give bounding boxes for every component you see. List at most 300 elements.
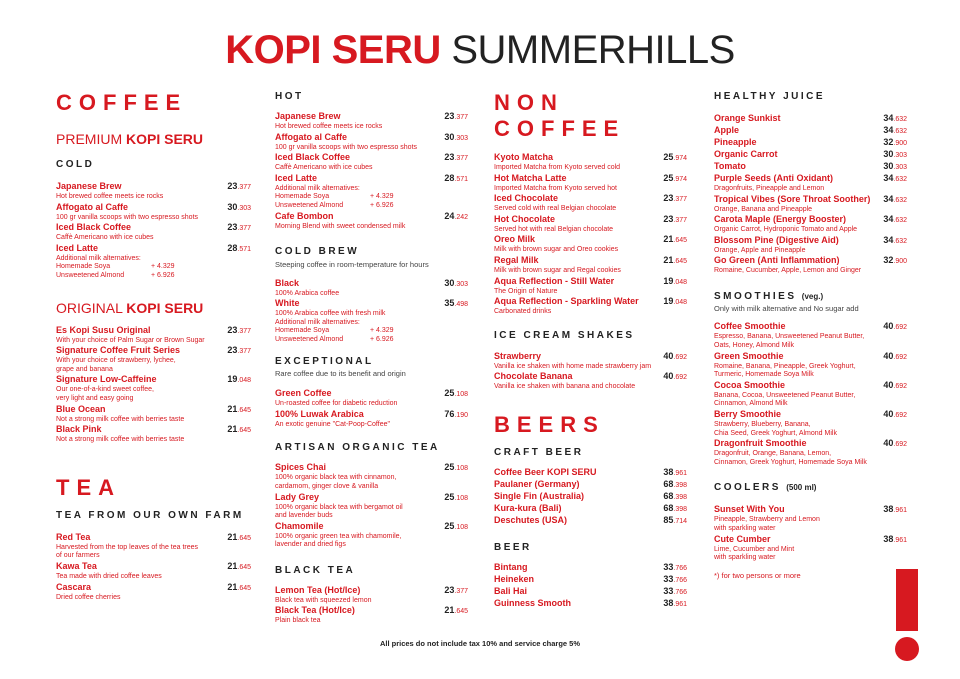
price-main: 28 bbox=[227, 242, 238, 253]
item-price bbox=[227, 243, 251, 255]
variant-name: Unsweetened Almond bbox=[56, 271, 125, 279]
item-price bbox=[883, 161, 907, 173]
craft-beer-list bbox=[494, 467, 687, 527]
menu-item-row bbox=[714, 235, 907, 247]
item-description: grape and banana bbox=[56, 365, 113, 373]
item-description: Imported Matcha from Kyoto served cold bbox=[494, 164, 621, 171]
item-description: The Origin of Nature bbox=[494, 287, 558, 295]
exceptional-label: EXCEPTIONAL bbox=[275, 355, 374, 367]
item-description: with sparkling water bbox=[714, 525, 776, 532]
menu-item-row bbox=[714, 438, 907, 450]
menu-item bbox=[494, 491, 687, 503]
price-fraction: .645 bbox=[237, 563, 251, 571]
column-coffee-tea bbox=[56, 90, 251, 602]
menu-item-row bbox=[494, 371, 687, 383]
variant-price: + 6.926 bbox=[151, 271, 175, 279]
menu-item-row bbox=[56, 345, 251, 357]
item-name: Tomato bbox=[714, 161, 746, 171]
hot-items-list bbox=[275, 111, 468, 231]
price-main: 24 bbox=[444, 210, 455, 221]
price-fraction: .632 bbox=[893, 176, 907, 183]
item-name: Black Tea (Hot/Ice) bbox=[275, 605, 355, 616]
item-name: Affogato al Caffe bbox=[275, 131, 347, 142]
column-non-coffee-beers bbox=[494, 90, 687, 610]
price-fraction: .961 bbox=[893, 536, 907, 544]
exclamation-dot-icon bbox=[895, 637, 919, 661]
price-fraction: .048 bbox=[673, 278, 687, 286]
item-name: Japanese Brew bbox=[275, 111, 341, 121]
item-name: Affogato al Caffe bbox=[56, 201, 128, 212]
item-description: Romaine, Cucumber, Apple, Lemon and Ginger bbox=[714, 267, 862, 275]
milk-variant bbox=[275, 202, 468, 211]
location-name: SUMMERHILLS bbox=[451, 28, 735, 72]
item-price bbox=[663, 276, 687, 288]
item-price bbox=[663, 598, 687, 610]
healthy-juice-list bbox=[714, 113, 907, 276]
hot-label: HOT bbox=[275, 91, 304, 102]
menu-item bbox=[714, 255, 907, 276]
item-price bbox=[883, 149, 907, 161]
coolers-list bbox=[714, 504, 907, 562]
item-price bbox=[883, 255, 907, 267]
item-name: Paulaner (Germany) bbox=[494, 478, 580, 489]
item-price bbox=[444, 152, 468, 164]
menu-item bbox=[494, 173, 687, 194]
item-name: Single Fin (Australia) bbox=[494, 490, 585, 501]
price-main: 19 bbox=[227, 374, 238, 385]
menu-item bbox=[494, 515, 687, 527]
price-fraction: .048 bbox=[673, 299, 687, 307]
price-main: 23 bbox=[227, 324, 238, 335]
coolers-note: *) for two persons or more bbox=[714, 570, 801, 580]
price-fraction: .692 bbox=[893, 353, 907, 361]
menu-item bbox=[494, 255, 687, 276]
item-description: 100 gr vanilla scoops with two espresso shots bbox=[275, 143, 418, 151]
item-price bbox=[883, 534, 907, 546]
price-fraction: .377 bbox=[237, 348, 251, 356]
item-price bbox=[883, 409, 907, 421]
item-price bbox=[883, 173, 907, 185]
menu-item bbox=[275, 298, 468, 344]
item-name: Green Smoothie bbox=[714, 350, 784, 361]
price-fraction: .645 bbox=[454, 608, 468, 616]
menu-item bbox=[494, 598, 687, 610]
menu-item-row bbox=[714, 194, 907, 206]
item-price bbox=[444, 278, 468, 290]
item-price bbox=[227, 202, 251, 214]
item-description: Not a strong milk coffee with berries taste bbox=[56, 436, 185, 444]
menu-item bbox=[714, 161, 907, 173]
item-name: Hot Chocolate bbox=[494, 213, 556, 224]
menu-item bbox=[56, 243, 251, 281]
price-main: 68 bbox=[663, 502, 674, 513]
price-main: 40 bbox=[883, 438, 894, 449]
menu-item bbox=[494, 276, 687, 297]
item-name: Go Green (Anti Inflammation) bbox=[714, 255, 840, 266]
price-fraction: .900 bbox=[893, 140, 907, 147]
item-description: Imported Matcha from Kyoto served hot bbox=[494, 184, 617, 192]
beer-label: BEER bbox=[494, 541, 532, 553]
cold-brew-note: Steeping coffee in room-temperature for hours bbox=[275, 260, 429, 270]
menu-item-row bbox=[494, 296, 687, 308]
item-name: Spices Chai bbox=[275, 462, 327, 473]
menu-item bbox=[714, 438, 907, 467]
item-description: 100 gr vanilla scoops with two espresso shots bbox=[56, 213, 199, 221]
menu-item bbox=[714, 149, 907, 161]
exceptional-items-list bbox=[275, 388, 468, 429]
price-fraction: .303 bbox=[893, 164, 907, 171]
menu-item-row bbox=[714, 149, 907, 161]
menu-item-row bbox=[494, 152, 687, 164]
exceptional-note: Rare coffee due to its benefit and origin bbox=[275, 368, 406, 378]
item-name: Apple bbox=[714, 125, 740, 135]
menu-item-row bbox=[275, 605, 468, 617]
price-main: 38 bbox=[883, 504, 894, 515]
item-name: Heineken bbox=[494, 573, 535, 584]
item-description: Hot brewed coffee meets ice rocks bbox=[275, 123, 383, 130]
price-fraction: .692 bbox=[893, 412, 907, 420]
item-price bbox=[883, 125, 907, 137]
item-name: Red Tea bbox=[56, 531, 91, 542]
menu-item bbox=[714, 194, 907, 215]
menu-item-row bbox=[494, 574, 687, 586]
price-main: 68 bbox=[663, 490, 674, 501]
item-name: Signature Coffee Fruit Series bbox=[56, 345, 181, 356]
price-main: 25 bbox=[444, 491, 455, 502]
item-price bbox=[444, 298, 468, 310]
item-price bbox=[444, 111, 468, 123]
price-main: 85 bbox=[663, 514, 674, 525]
menu-item bbox=[714, 380, 907, 409]
menu-item-row bbox=[56, 561, 251, 573]
item-price bbox=[227, 325, 251, 337]
cold-label: COLD bbox=[56, 159, 95, 170]
item-description: Turmeric, Homemade Soya Milk bbox=[714, 371, 814, 379]
item-name: Sunset With You bbox=[714, 504, 785, 515]
item-name: Black Pink bbox=[56, 424, 102, 435]
menu-item bbox=[275, 409, 468, 430]
price-main: 19 bbox=[663, 296, 674, 307]
price-fraction: .692 bbox=[673, 353, 687, 361]
item-name: Berry Smoothie bbox=[714, 409, 782, 420]
price-main: 21 bbox=[663, 254, 674, 265]
item-name: Cute Cumber bbox=[714, 533, 771, 544]
menu-item bbox=[275, 492, 468, 521]
item-description: 100% organic black tea with cinnamon, bbox=[275, 474, 397, 482]
item-price bbox=[663, 503, 687, 515]
menu-item-row bbox=[494, 351, 687, 363]
price-main: 34 bbox=[883, 214, 894, 225]
price-fraction: .303 bbox=[454, 280, 468, 288]
price-main: 28 bbox=[444, 172, 455, 183]
cold-brew-label: COLD BREW bbox=[275, 246, 360, 258]
menu-item-row bbox=[56, 202, 251, 214]
item-name: Bali Hai bbox=[494, 585, 528, 596]
item-price bbox=[663, 562, 687, 574]
menu-item bbox=[714, 321, 907, 350]
item-description: Orange, Apple and Pineapple bbox=[714, 246, 806, 254]
item-description: Additional milk alternatives: bbox=[275, 184, 360, 192]
item-price bbox=[883, 214, 907, 226]
price-main: 30 bbox=[227, 201, 238, 212]
price-fraction: .048 bbox=[237, 377, 251, 385]
ice-cream-items-list bbox=[494, 351, 687, 392]
price-fraction: .974 bbox=[673, 175, 687, 183]
menu-item bbox=[275, 132, 468, 153]
price-fraction: .242 bbox=[454, 213, 468, 221]
item-name: Cocoa Smoothie bbox=[714, 379, 786, 390]
beer-list bbox=[494, 562, 687, 610]
price-fraction: .398 bbox=[673, 481, 687, 489]
price-main: 30 bbox=[444, 277, 455, 288]
item-price bbox=[663, 296, 687, 308]
item-description: of our farmers bbox=[56, 552, 100, 560]
price-main: 33 bbox=[663, 561, 674, 572]
price-fraction: .398 bbox=[673, 493, 687, 501]
menu-item bbox=[56, 181, 251, 202]
item-description: Espresso, Banana, Unsweetened Peanut Butter, bbox=[714, 333, 865, 341]
price-main: 30 bbox=[444, 131, 455, 142]
item-description: Romaine, Banana, Pineapple, Greek Yoghurt, bbox=[714, 362, 856, 370]
price-fraction: .692 bbox=[893, 382, 907, 390]
price-fraction: .900 bbox=[893, 258, 907, 266]
item-price bbox=[227, 345, 251, 357]
item-description: Caffè Americano with ice cubes bbox=[56, 234, 154, 242]
menu-item-row bbox=[494, 467, 687, 479]
menu-item-row bbox=[56, 404, 251, 416]
price-main: 21 bbox=[227, 424, 238, 435]
variant-price: + 4.329 bbox=[151, 263, 175, 271]
item-description: Pineapple, Strawberry and Lemon bbox=[714, 516, 820, 524]
price-fraction: .766 bbox=[673, 564, 687, 572]
item-price bbox=[663, 234, 687, 246]
healthy-juice-label: HEALTHY JUICE bbox=[714, 91, 826, 102]
item-price bbox=[883, 194, 907, 206]
item-description: An exotic genuine "Cat-Poop-Coffee" bbox=[275, 420, 390, 428]
menu-item-row bbox=[275, 278, 468, 290]
price-fraction: .961 bbox=[673, 600, 687, 608]
artisan-items-list bbox=[275, 462, 468, 550]
price-fraction: .303 bbox=[237, 204, 251, 212]
item-description: Additional milk alternatives: bbox=[56, 254, 141, 262]
menu-item-row bbox=[714, 409, 907, 421]
tea-items-list bbox=[56, 532, 251, 602]
variant-name: Unsweetened Almond bbox=[275, 201, 344, 209]
item-name: Iced Chocolate bbox=[494, 193, 559, 204]
item-price bbox=[663, 491, 687, 503]
item-name: Regal Milk bbox=[494, 254, 539, 265]
item-description: and lavender buds bbox=[275, 512, 333, 520]
item-name: Iced Black Coffee bbox=[56, 222, 132, 233]
price-main: 40 bbox=[663, 371, 674, 382]
menu-item-row bbox=[56, 424, 251, 436]
price-main: 23 bbox=[444, 584, 455, 595]
artisan-tea-label: ARTISAN ORGANIC TEA bbox=[275, 442, 440, 454]
price-main: 21 bbox=[663, 234, 674, 245]
price-main: 38 bbox=[663, 466, 674, 477]
menu-item bbox=[494, 371, 687, 392]
menu-item bbox=[275, 111, 468, 132]
menu-item bbox=[494, 152, 687, 173]
price-main: 23 bbox=[663, 193, 674, 204]
item-name: Tropical Vibes (Sore Throat Soother) bbox=[714, 193, 871, 204]
item-description: Cinnamon, Greek Yoghurt, Homemade Soya Milk bbox=[714, 458, 867, 466]
menu-item bbox=[494, 503, 687, 515]
menu-item-row bbox=[275, 409, 468, 421]
item-description: Cinnamon, Almond Milk bbox=[714, 400, 788, 408]
price-main: 34 bbox=[883, 234, 894, 245]
menu-item bbox=[56, 532, 251, 561]
price-main: 25 bbox=[444, 388, 455, 399]
price-fraction: .571 bbox=[237, 245, 251, 253]
item-price bbox=[227, 532, 251, 544]
menu-item bbox=[275, 605, 468, 626]
item-price bbox=[227, 181, 251, 193]
price-fraction: .766 bbox=[673, 576, 687, 584]
item-name: Iced Latte bbox=[56, 242, 99, 253]
item-name: Coffee Smoothie bbox=[714, 321, 786, 332]
milk-variant bbox=[275, 193, 468, 202]
item-description: With your choice of strawberry, lychee, bbox=[56, 357, 176, 365]
price-main: 38 bbox=[663, 597, 674, 608]
menu-item bbox=[714, 235, 907, 256]
price-main: 40 bbox=[883, 321, 894, 332]
item-price bbox=[883, 504, 907, 516]
item-price bbox=[227, 222, 251, 234]
smoothies-note: Only with milk alternative and No sugar add bbox=[714, 303, 859, 313]
variant-price: + 6.926 bbox=[370, 336, 394, 344]
item-name: Blue Ocean bbox=[56, 403, 106, 414]
menu-item-row bbox=[275, 211, 468, 223]
menu-item bbox=[56, 404, 251, 425]
price-main: 23 bbox=[227, 181, 238, 191]
item-description: Additional milk alternatives: bbox=[275, 318, 360, 326]
item-description: Plain black tea bbox=[275, 617, 321, 625]
item-name: Iced Black Coffee bbox=[275, 152, 351, 163]
price-main: 21 bbox=[227, 560, 238, 571]
menu-item-row bbox=[714, 214, 907, 226]
item-description: Harvested from the top leaves of the tea trees bbox=[56, 543, 199, 551]
menu-item-row bbox=[714, 161, 907, 173]
smoothies-list bbox=[714, 321, 907, 467]
item-description: Orange, Banana and Pineapple bbox=[714, 205, 813, 213]
price-main: 25 bbox=[444, 462, 455, 473]
menu-item-row bbox=[56, 582, 251, 594]
item-description: Oats, Honey, Almond Milk bbox=[714, 342, 795, 350]
milk-variant bbox=[275, 336, 468, 345]
variant-price: + 4.329 bbox=[370, 193, 394, 201]
item-price bbox=[227, 404, 251, 416]
price-main: 30 bbox=[883, 161, 894, 171]
price-fraction: .692 bbox=[893, 441, 907, 449]
item-description: Our one-of-a-kind sweet coffee, bbox=[56, 386, 154, 394]
menu-item bbox=[494, 193, 687, 214]
menu-item-row bbox=[494, 586, 687, 598]
item-price bbox=[444, 492, 468, 504]
item-price bbox=[663, 351, 687, 363]
menu-item bbox=[494, 467, 687, 479]
menu-item-row bbox=[714, 173, 907, 185]
item-price bbox=[444, 211, 468, 223]
milk-variant bbox=[275, 327, 468, 336]
price-main: 23 bbox=[227, 345, 238, 356]
menu-item bbox=[275, 585, 468, 606]
item-description: Chia Seed, Greek Yoghurt, Almond Milk bbox=[714, 429, 837, 437]
variant-name: Homemade Soya bbox=[275, 193, 330, 201]
menu-item-row bbox=[494, 214, 687, 226]
price-main: 68 bbox=[663, 478, 674, 489]
milk-variant bbox=[56, 263, 251, 272]
price-fraction: .303 bbox=[454, 134, 468, 142]
menu-item-row bbox=[275, 521, 468, 533]
price-main: 34 bbox=[883, 125, 894, 135]
price-main: 32 bbox=[883, 255, 894, 266]
price-main: 35 bbox=[444, 298, 455, 309]
menu-item-row bbox=[714, 534, 907, 546]
item-description: Milk with brown sugar and Regal cookies bbox=[494, 266, 621, 274]
menu-item-row bbox=[275, 462, 468, 474]
price-main: 21 bbox=[444, 605, 455, 616]
price-main: 34 bbox=[883, 193, 894, 204]
price-main: 25 bbox=[444, 520, 455, 531]
item-price bbox=[883, 137, 907, 149]
item-price bbox=[444, 409, 468, 421]
tea-heading: TEA bbox=[56, 474, 121, 500]
item-description: 100% Arabica coffee bbox=[275, 289, 340, 297]
item-description: Hot brewed coffee meets ice rocks bbox=[56, 193, 164, 200]
menu-item-row bbox=[494, 234, 687, 246]
price-fraction: .303 bbox=[893, 152, 907, 159]
menu-item-row bbox=[714, 255, 907, 267]
menu-item-row bbox=[714, 351, 907, 363]
item-name: Strawberry bbox=[494, 350, 542, 361]
item-price bbox=[883, 321, 907, 333]
menu-item-row bbox=[714, 321, 907, 333]
menu-item-row bbox=[275, 111, 468, 123]
item-price bbox=[227, 374, 251, 386]
price-main: 40 bbox=[883, 350, 894, 361]
price-main: 38 bbox=[883, 533, 894, 544]
menu-item bbox=[56, 582, 251, 603]
menu-item bbox=[56, 222, 251, 243]
coolers-label: COOLERS (500 ml) bbox=[714, 482, 817, 494]
price-fraction: .632 bbox=[893, 237, 907, 245]
menu-item-row bbox=[714, 125, 907, 137]
item-description: lavender and dried figs bbox=[275, 541, 346, 549]
item-description: Vanilla ice shaken with home made strawberry jam bbox=[494, 362, 652, 370]
item-name: White bbox=[275, 298, 300, 309]
price-main: 40 bbox=[883, 379, 894, 390]
item-price bbox=[444, 132, 468, 144]
item-description: Dried coffee cherries bbox=[56, 593, 121, 601]
menu-item bbox=[494, 296, 687, 317]
item-name: Iced Latte bbox=[275, 172, 318, 183]
menu-item-row bbox=[494, 503, 687, 515]
menu-item-row bbox=[494, 562, 687, 574]
item-description: 100% organic black tea with bergamot oil bbox=[275, 503, 403, 511]
item-name: Black bbox=[275, 277, 300, 288]
menu-item bbox=[494, 562, 687, 574]
item-description: Caffè Americano with ice cubes bbox=[275, 164, 373, 172]
price-fraction: .377 bbox=[454, 155, 468, 163]
item-name: Hot Matcha Latte bbox=[494, 172, 567, 183]
price-fraction: .974 bbox=[673, 155, 687, 162]
price-fraction: .108 bbox=[454, 523, 468, 531]
price-fraction: .645 bbox=[237, 427, 251, 435]
premium-kopi-seru-title: PREMIUM KOPI SERU bbox=[56, 131, 204, 147]
price-main: 32 bbox=[883, 137, 894, 147]
price-fraction: .692 bbox=[673, 374, 687, 382]
